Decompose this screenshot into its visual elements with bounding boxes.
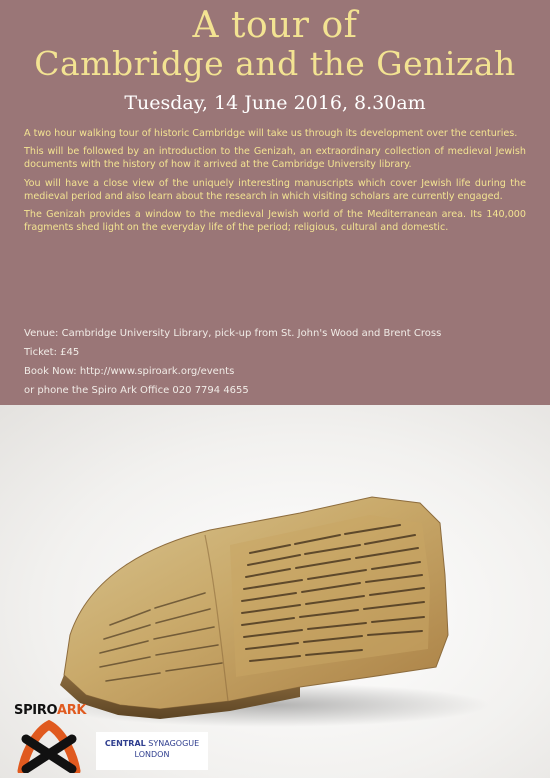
phone-text: or phone the Spiro Ark Office 020 7794 4655: [24, 385, 249, 396]
description-paragraph: This will be followed by an introduction to the Genizah, an extraordinary collection of medieval Jewish documents with the history of how it arrived at the Cambridge University library.: [24, 146, 526, 171]
central-synagogue-logo: [96, 732, 208, 770]
spiro-ark-logo-text-part1: SPIRO: [14, 703, 57, 718]
booking-link[interactable]: Book Now: http://www.spiroark.org/events: [24, 366, 235, 377]
spiro-ark-logo: [14, 703, 90, 775]
description-paragraph: The Genizah provides a window to the medieval Jewish world of the Mediterranean area. Its 140,000 fragments shed light on the everyday life of the period; religious, cultural and domestic.: [24, 209, 526, 234]
spiro-ark-logo-text-part2: ARK: [56, 703, 87, 718]
central-logo-line2: SYNAGOGUE: [148, 739, 200, 748]
spiro-ark-emblem-icon: [16, 719, 82, 773]
venue-text: Venue: Cambridge University Library, pick-up from St. John's Wood and Brent Cross: [24, 328, 442, 339]
description-paragraph: A two hour walking tour of historic Cambridge will take us through its development over the centuries.: [24, 128, 518, 139]
description: [24, 127, 526, 239]
central-logo-line1: CENTRAL: [104, 739, 146, 748]
ticket-price: Ticket: £45: [24, 347, 80, 358]
event-date: Tuesday, 14 June 2016, 8.30am: [124, 92, 426, 114]
title-line-1: A tour of: [192, 5, 358, 46]
central-logo-line3: LONDON: [134, 750, 170, 759]
event-info: [24, 324, 526, 400]
description-paragraph: You will have a close view of the uniquely interesting manuscripts which cover Jewish life during the medieval period and also learn about the research in which visiting scholars are currently engaged.: [24, 177, 526, 202]
title-line-2: Cambridge and the Genizah: [34, 44, 516, 83]
